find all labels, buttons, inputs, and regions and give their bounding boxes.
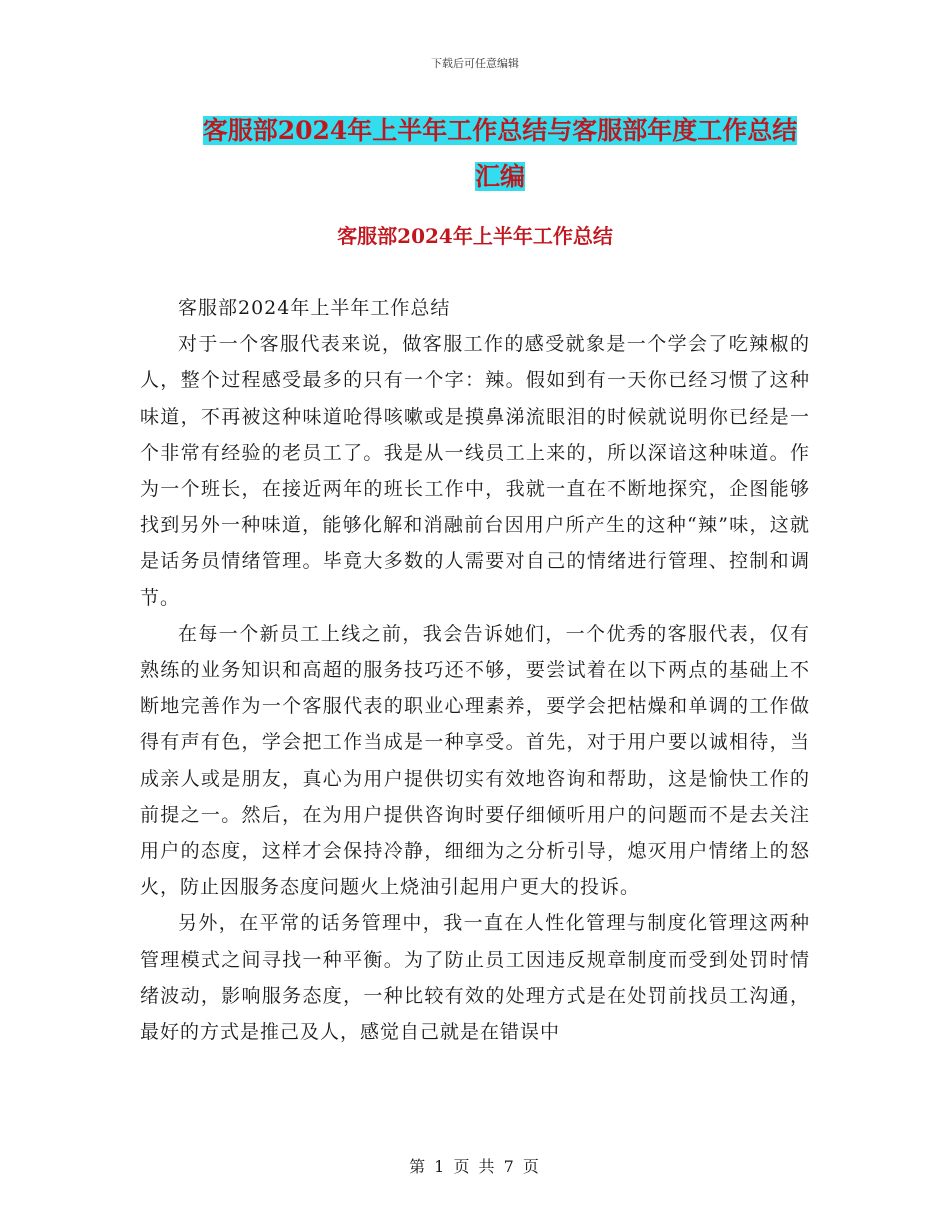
header-note: 下载后可任意编辑 [431, 57, 519, 70]
document-body [140, 290, 810, 1050]
section-title: 客服部2024年上半年工作总结 [337, 224, 613, 248]
paragraph: 在每一个新员工上线之前，我会告诉她们，一个优秀的客服代表，仅有熟练的业务知识和高超的服务技巧还不够，要尝试着在以下两点的基础上不断地完善作为一个客服代表的职业心理素养，要学会把枯燥和单调的工作做得有声有色，学会把工作当成是一种享受。首先，对于用户要以诚相待，当成亲人或是朋友，真心为用户提供切实有效地咨询和帮助，这是愉快工作的前提之一。然后，在为用户提供咨询时要仔细倾听用户的问题而不是去关注用户的态度，这样才会保持冷静，细细为之分析引导，熄灭用户情绪上的怒火，防止因服务态度问题火上烧油引起用户更大的投诉。 [140, 622, 810, 899]
document-title-line1: 客服部2024年上半年工作总结与客服部年度工作总结 [202, 116, 798, 145]
paragraph: 另外，在平常的话务管理中，我一直在人性化管理与制度化管理这两种管理模式之间寻找一种平衡。为了防止员工因违反规章制度而受到处罚时情绪波动，影响服务态度，一种比较有效的处理方式是在处罚前找员工沟通，最好的方式是推己及人，感觉自己就是在错误中 [140, 912, 810, 1044]
page-number: 第 1 页 共 7 页 [409, 1157, 541, 1176]
paragraph: 客服部2024年上半年工作总结 [178, 297, 451, 319]
paragraph: 对于一个客服代表来说，做客服工作的感受就象是一个学会了吃辣椒的人，整个过程感受最多的只有一个字：辣。假如到有一天你已经习惯了这种味道，不再被这种味道呛得咳嗽或是摸鼻涕流眼泪的时候就说明你已经是一个非常有经验的老员工了。我是从一线员工上来的，所以深谙这种味道。作为一个班长，在接近两年的班长工作中，我就一直在不断地探究，企图能够找到另外一种味道，能够化解和消融前台因用户所产生的这种“辣”味，这就是话务员情绪管理。毕竟大多数的人需要对自己的情绪进行管理、控制和调节。 [140, 333, 810, 609]
document-title [140, 108, 860, 200]
document-title-line2: 汇编 [474, 162, 525, 191]
